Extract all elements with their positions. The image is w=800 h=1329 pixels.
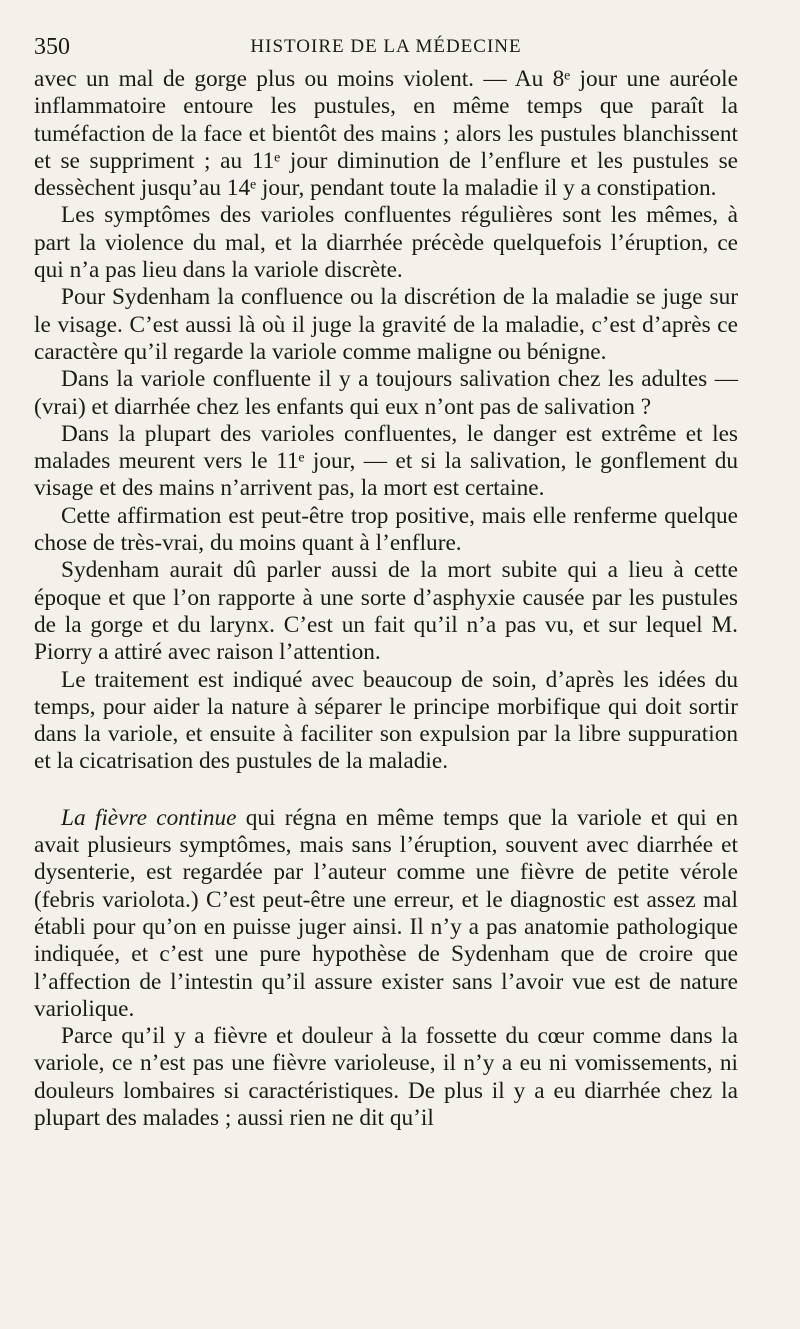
paragraph-1: avec un mal de gorge plus ou moins violent. — Au 8ᵉ jour une auréole inflammatoire entoure les pustules, en même temps que paraît la tuméfaction de la face et bientôt des mains ; alors les pustules blanchissent et se suppriment ; au 11ᵉ jour diminution de l’enflure et les pustules se dessèchent jusqu’au 14ᵉ jour, pendant toute la maladie il y a constipation. (34, 66, 738, 202)
paragraph-6: Cette affirmation est peut-être trop positive, mais elle renferme quelque chose de très-vrai, du moins quant à l’enflure. (34, 502, 738, 557)
page-header (34, 26, 738, 66)
page-number: 350 (34, 34, 70, 60)
paragraph-9 (34, 805, 738, 1023)
paragraph-9-text: qui régna en même temps que la variole et qui en avait plusieurs symptômes, mais sans l’éruption, souvent avec diarrhée et dysenterie, est regardée par l’auteur comme une fièvre de petite vérole (febris variolota.) C’est peut-être une erreur, et le diagnostic est assez mal établi pour qu’on en puisse juger ainsi. Il n’y a pas anatomie pathologique indiquée, et c’est une pure hypothèse de Sydenham que de croire que l’affection de l’intestin qu’il assure exister sans l’avoir vue est de nature variolique. (34, 804, 738, 1022)
paragraph-3: Pour Sydenham la confluence ou la discrétion de la maladie se juge sur le visage. C’est aussi là où il juge la gravité de la maladie, c’est d’après ce caractère qu’il regarde la variole comme maligne ou bénigne. (34, 284, 738, 365)
body-text (34, 66, 738, 1132)
paragraph-4: Dans la variole confluente il y a toujours salivation chez les adultes — (vrai) et diarrhée chez les enfants qui eux n’ont pas de salivation ? (34, 366, 738, 420)
paragraph-7: Sydenham aurait dû parler aussi de la mort subite qui a lieu à cette époque et que l’on rapporte à une sorte d’asphyxie causée par les pustules de la gorge et du larynx. C’est un fait qu’il n’a pas vu, et sur lequel M. Piorry a attiré avec raison l’attention. (34, 557, 738, 666)
running-title: HISTOIRE DE LA MÉDECINE (250, 36, 522, 57)
paragraph-5: Dans la plupart des varioles confluentes, le danger est extrême et les malades meurent vers le 11ᵉ jour, — et si la salivation, le gonflement du visage et des mains n’arrivent pas, la mort est certaine. (34, 420, 738, 502)
paragraph-2: Les symptômes des varioles confluentes régulières sont les mêmes, à part la violence du mal, et la diarrhée précède quelquefois l’éruption, ce qui n’a pas lieu dans la variole discrète. (34, 202, 738, 284)
italic-lead-term: La fièvre continue (61, 804, 237, 831)
paragraph-10: Parce qu’il y a fièvre et douleur à la fossette du cœur comme dans la variole, ce n’est pas une fièvre varioleuse, il n’y a eu ni vomissements, ni douleurs lombaires si caractéristiques. De plus il y a eu diarrhée chez la plupart des malades ; aussi rien ne dit qu’il (34, 1023, 738, 1131)
paragraph-8: Le traitement est indiqué avec beaucoup de soin, d’après les idées du temps, pour aider la nature à séparer le principe morbifique qui doit sortir dans la variole, et ensuite à faciliter son expulsion par la libre suppuration et la cicatrisation des pustules de la maladie. (34, 666, 738, 775)
